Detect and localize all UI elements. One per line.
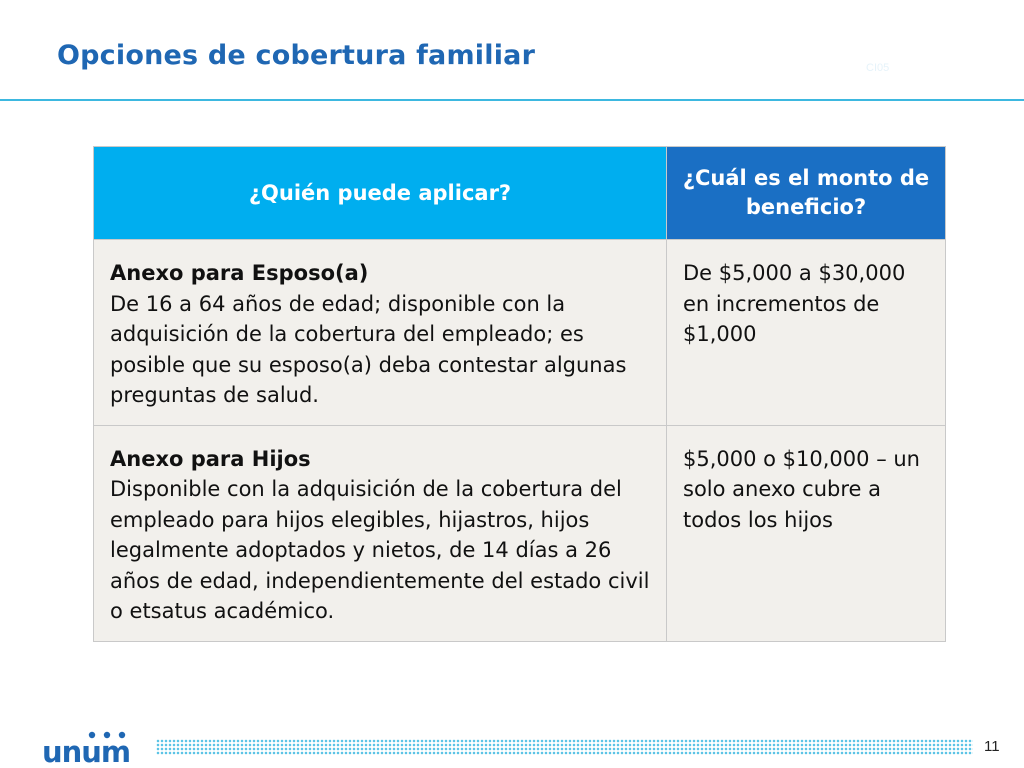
page-number: 11 — [984, 738, 1000, 755]
benefit-cell — [667, 240, 946, 426]
logo-wordmark: unum — [42, 735, 131, 766]
title-divider — [0, 99, 1024, 101]
row-title: Anexo para Hijos — [110, 446, 311, 471]
table-row — [94, 240, 946, 426]
benefit-text: $5,000 o $10,000 – un solo anexo cubre a todos los hijos — [683, 446, 920, 532]
slide-footer — [0, 722, 1024, 768]
eligibility-cell — [94, 240, 667, 426]
table-header-row — [94, 147, 946, 240]
benefit-text: De $5,000 a $30,000 en incrementos de $1,000 — [683, 261, 906, 346]
header-benefit-amount: ¿Cuál es el monto de beneficio? — [667, 147, 946, 240]
footer-dot-pattern — [156, 739, 973, 755]
eligibility-cell — [94, 425, 667, 641]
unum-logo-icon — [40, 730, 150, 766]
slide-code: CI05 — [866, 62, 890, 74]
row-title: Anexo para Esposo(a) — [110, 261, 369, 285]
row-description: De 16 a 64 años de edad; disponible con la adquisición de la cobertura del empleado; es posible que su esposo(a) deba contestar algunas preguntas de salud. — [110, 291, 627, 407]
slide-title: Opciones de cobertura familiar — [57, 40, 536, 71]
coverage-table — [93, 146, 946, 642]
header-who-can-apply: ¿Quién puede aplicar? — [94, 147, 667, 240]
benefit-cell — [667, 425, 946, 641]
table-row — [94, 425, 946, 641]
row-description: Disponible con la adquisición de la cobertura del empleado para hijos elegibles, hijastros, hijos legalmente adoptados y nietos, de 14 días a 26 años de edad, independientemente del estado civil o etsatus académico. — [110, 477, 650, 623]
